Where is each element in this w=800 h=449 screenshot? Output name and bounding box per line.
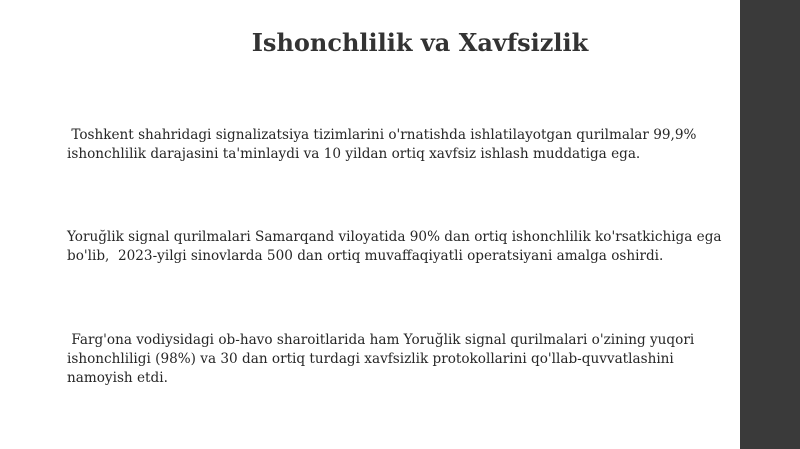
- paragraph-samarkand: Yoruğlik signal qurilmalari Samarqand viloyatida 90% dan ortiq ishonchlilik ko'rsatkichiga ega bo'lib, 2023-yilgi sinovlarda 500 dan ortiq muvaffaqiyatli operatsiyani amalga oshirdi.: [67, 229, 722, 264]
- right-sidebar: [740, 0, 800, 449]
- paragraph-tashkent: Toshkent shahridagi signalizatsiya tizimlarini o'rnatishda ishlatilayotgan qurilmalar 99,9% ishonchlilik darajasini ta'minlaydi va 10 yildan ortiq xavfsiz ishlash muddatiga ega.: [67, 127, 697, 162]
- paragraph-fergana: Farg'ona vodiysidagi ob-havo sharoitlarida ham Yoruğlik signal qurilmalari o'zining yuqori ishonchliligi (98%) va 30 dan ortiq turdagi xavfsizlik protokollarini qo'llab-quvvatlashini namoyish etdi.: [67, 332, 695, 386]
- slide-title: Ishonchlilik va Xavfsizlik: [251, 28, 589, 57]
